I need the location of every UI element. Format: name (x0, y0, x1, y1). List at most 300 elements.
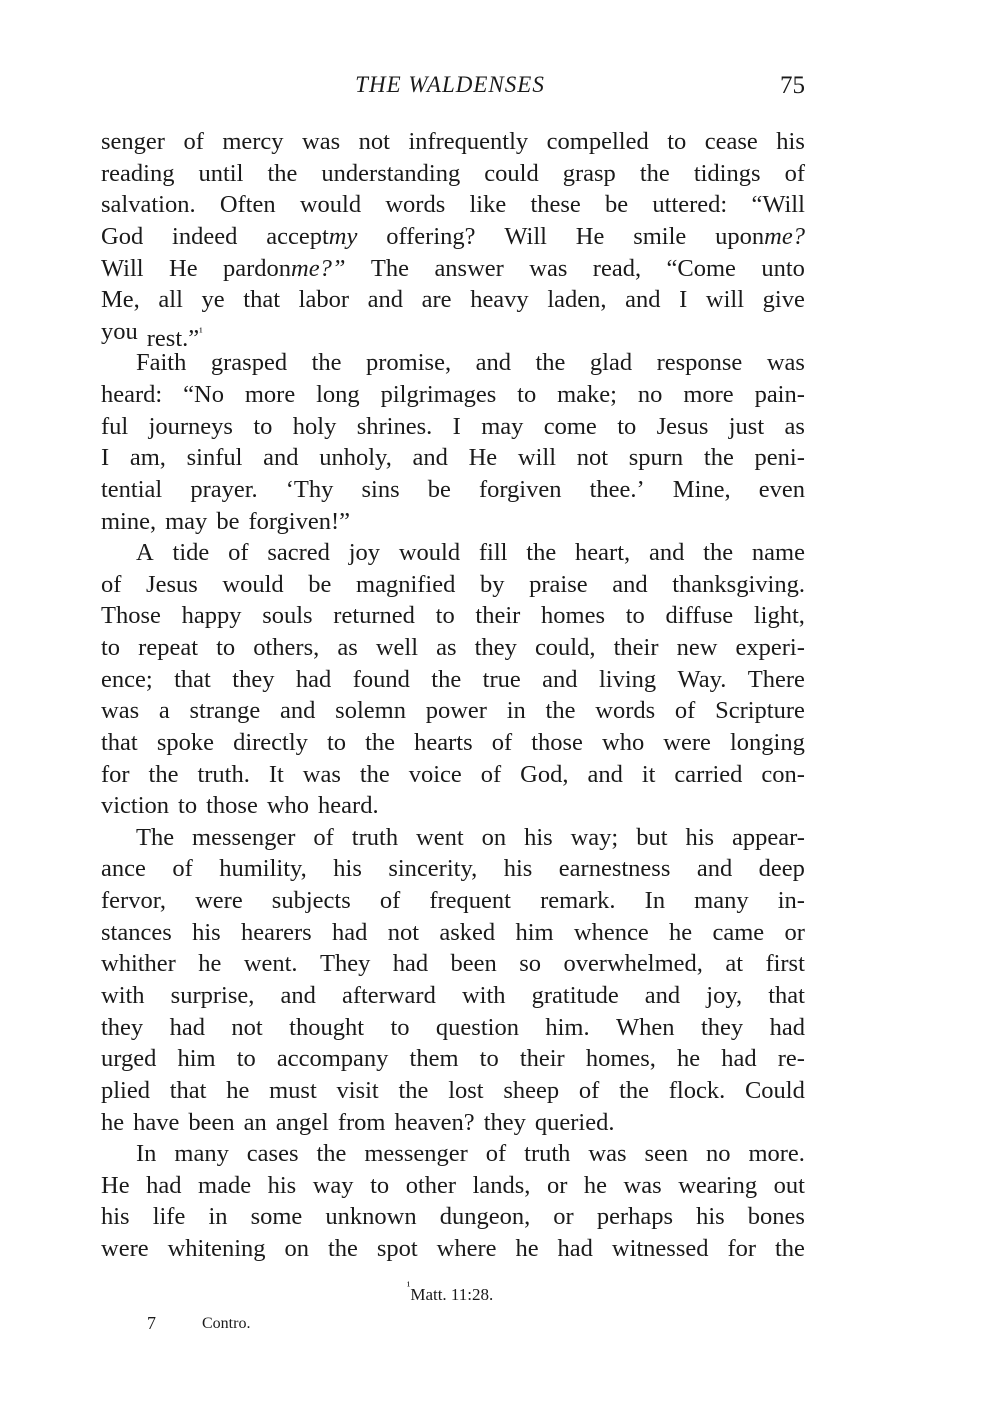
word: like (469, 191, 507, 219)
word: would (398, 539, 461, 567)
word: and (412, 444, 448, 472)
word: no (706, 1140, 731, 1168)
word: name (751, 539, 805, 567)
word: surprise, (170, 982, 255, 1009)
word: indeed (172, 222, 238, 250)
text-line (101, 665, 805, 695)
word: uponme? (715, 222, 805, 250)
word: God (101, 222, 144, 250)
word: the (526, 539, 557, 567)
word: When (616, 1013, 675, 1041)
word: fervor, (101, 887, 166, 915)
word: to (390, 1013, 410, 1041)
word: and (696, 855, 733, 883)
word: homes (541, 602, 606, 630)
word: and (612, 570, 648, 598)
word: him (177, 1045, 216, 1073)
word: will (705, 286, 745, 314)
text-line (101, 1076, 805, 1106)
word: of (379, 887, 401, 915)
word: they (483, 1108, 526, 1136)
word: may (481, 412, 524, 440)
word: earnestness (558, 855, 671, 883)
word: have (133, 1108, 180, 1136)
word: visit (336, 1076, 379, 1104)
word: they (101, 1013, 144, 1041)
text-line (101, 507, 805, 537)
word: not (387, 918, 420, 946)
text-line (101, 981, 805, 1011)
word: pardonme?” (223, 254, 346, 282)
word: Jesus (146, 570, 198, 598)
word: accompany (276, 1045, 389, 1073)
word: to (625, 602, 645, 630)
word: other (405, 1171, 457, 1199)
word: heart, (575, 539, 631, 567)
word: that (243, 286, 281, 314)
word: lands, (472, 1171, 531, 1199)
word: repeat (138, 634, 198, 662)
word: sacred (267, 539, 330, 567)
italic-word: my (328, 222, 358, 250)
word: on (284, 1235, 310, 1263)
word: re- (777, 1045, 805, 1073)
word: to (370, 1171, 390, 1199)
word: they (232, 665, 275, 693)
word: to (435, 602, 455, 630)
text-line (136, 823, 805, 853)
word: of (491, 728, 513, 756)
word: his (685, 823, 715, 851)
word: made (198, 1171, 252, 1199)
text-line (136, 538, 805, 568)
word: new (676, 634, 718, 662)
word: at (725, 950, 744, 978)
word: ance (101, 855, 146, 883)
word: diffuse (665, 602, 734, 630)
word: come (543, 412, 597, 440)
word: had (769, 1013, 805, 1041)
word: Scripture (715, 697, 805, 725)
word: the (774, 1235, 805, 1263)
word: deep (758, 855, 805, 883)
word: true (482, 665, 521, 693)
word: of (101, 570, 122, 598)
text-line (101, 918, 805, 948)
word: and (625, 286, 661, 314)
word: not (231, 1013, 263, 1041)
word: it (641, 760, 656, 788)
word: had (146, 1171, 182, 1199)
word: were (663, 728, 711, 756)
text-line (101, 159, 805, 189)
word: those (206, 792, 258, 820)
word: words (595, 697, 656, 725)
word: of (485, 1140, 507, 1168)
word: asked (439, 918, 496, 946)
word: remark. (540, 887, 616, 915)
word: be (427, 475, 451, 503)
word: and (648, 539, 685, 567)
word: joy, (706, 982, 743, 1009)
text-line (101, 475, 805, 505)
word: whence (573, 918, 649, 946)
word: more (244, 381, 296, 409)
text-line (101, 886, 805, 916)
word: There (747, 665, 805, 693)
word: the (365, 728, 396, 756)
word: many (174, 1140, 229, 1168)
word: spurn (628, 444, 684, 472)
word: answer (434, 254, 504, 282)
footnote-reference: ¹ (199, 324, 203, 339)
word: his (503, 855, 533, 883)
word: many (694, 887, 749, 915)
word: the (398, 1076, 429, 1104)
text-line (101, 1171, 805, 1201)
word: must (269, 1076, 317, 1104)
word: with (101, 982, 145, 1009)
word: in (506, 697, 526, 725)
word: Mine, (672, 475, 731, 503)
word: I (679, 286, 688, 314)
word: peni- (754, 444, 805, 472)
word: where (436, 1235, 497, 1263)
word: of (784, 159, 805, 187)
text-line (101, 1234, 805, 1264)
word: by (479, 570, 505, 598)
word: humility, (219, 855, 307, 883)
text-line (101, 412, 805, 442)
word: ‘Thy (285, 475, 334, 503)
word: not (576, 444, 609, 472)
word: experi- (735, 634, 805, 662)
word: of (172, 855, 193, 883)
word: light, (753, 602, 805, 630)
word: grasp (562, 159, 616, 187)
word: his (101, 1203, 130, 1231)
word: appear- (732, 823, 805, 851)
word: infrequently (408, 128, 529, 155)
word: living (598, 665, 657, 693)
signature-number: 7 (147, 1313, 156, 1333)
word: until (198, 159, 244, 187)
word: flock. (668, 1076, 726, 1104)
word: Often (219, 191, 276, 219)
word: magnified (356, 570, 456, 598)
word: way (312, 1171, 354, 1199)
text-line (101, 1202, 805, 1232)
word: forgiven (478, 475, 562, 503)
word: truth (524, 1140, 571, 1168)
word: he (515, 1235, 539, 1263)
word: and (587, 760, 623, 788)
word: to (326, 728, 347, 756)
word: urged (101, 1045, 157, 1073)
word: from (337, 1108, 386, 1136)
word: He (169, 254, 198, 282)
footnote-text: Matt. 11:28. (410, 1285, 494, 1304)
word: a (158, 697, 170, 725)
word: way; (570, 823, 619, 851)
word: no (637, 381, 663, 409)
text-line (101, 791, 805, 821)
word: for (101, 760, 130, 788)
word: grasped (210, 349, 288, 377)
word: tential (101, 475, 163, 503)
word: He (101, 1171, 130, 1199)
word: as (784, 412, 805, 440)
word: more. (748, 1140, 805, 1168)
word: understanding (321, 159, 461, 187)
word: they (474, 634, 517, 662)
word: directly (233, 728, 308, 756)
word: had (169, 1013, 205, 1041)
word: had (392, 950, 429, 978)
word: of (674, 697, 696, 725)
word: lost (448, 1076, 484, 1104)
word: him (515, 918, 554, 946)
word: words (385, 191, 446, 219)
word: pain- (754, 381, 805, 409)
word: his (267, 1171, 297, 1199)
word: to (667, 128, 687, 155)
word: of (578, 1076, 600, 1104)
word: him. (545, 1013, 590, 1041)
word: unknown (325, 1203, 417, 1231)
word: these (530, 191, 581, 219)
word: was (588, 1140, 627, 1168)
word: glad (589, 349, 633, 377)
word: had (557, 1235, 593, 1263)
word: those (531, 728, 583, 756)
word: strange (189, 697, 261, 725)
word: be (605, 191, 629, 219)
word: went. (243, 950, 298, 978)
word: of (480, 760, 502, 788)
word: uttered: (652, 191, 728, 219)
word: make; (557, 381, 617, 409)
word: thanksgiving. (672, 570, 805, 598)
text-line (101, 443, 805, 473)
word: rest.”$^{^1}$ (146, 324, 203, 352)
italic-word: me?” (291, 254, 346, 282)
word: the (535, 349, 566, 377)
word: plied (101, 1076, 150, 1104)
word: in (208, 1203, 228, 1231)
word: journeys (148, 412, 233, 440)
word: truth. (197, 760, 250, 788)
word: mercy (222, 128, 284, 155)
word: to (479, 1045, 499, 1073)
word: spoke (156, 728, 214, 756)
word: was (101, 697, 140, 725)
word: “No (183, 381, 224, 409)
word: of (228, 539, 249, 567)
word: laden, (547, 286, 607, 314)
running-header-title: THE WALDENSES (355, 72, 545, 97)
word: sins (361, 475, 400, 503)
word: sheep (503, 1076, 560, 1104)
word: life (152, 1203, 186, 1231)
word: and (280, 697, 316, 725)
word: the (639, 159, 670, 187)
word: be (216, 507, 240, 535)
word: the (327, 1235, 358, 1263)
word: promise, (366, 349, 452, 377)
word: long (316, 381, 360, 409)
word: went (416, 823, 464, 851)
word: he (101, 1108, 125, 1136)
word: and (475, 349, 511, 377)
word: Jesus (656, 412, 709, 440)
word: hearts (414, 728, 473, 756)
word: sinful (186, 444, 243, 472)
word: he (583, 1171, 608, 1199)
word: thee.’ (589, 475, 645, 503)
word: reading (101, 159, 175, 187)
word: had (295, 665, 332, 693)
word: been (188, 1108, 235, 1136)
word: spot (376, 1235, 418, 1263)
word: holy (292, 412, 337, 440)
text-line (136, 1139, 805, 1169)
word: or (784, 918, 805, 946)
word: just (728, 412, 765, 440)
word: whither (101, 950, 176, 978)
word: unto (761, 254, 805, 282)
word: overwhelmed, (563, 950, 703, 978)
word: perhaps (596, 1203, 674, 1231)
signature-text: Contro. (202, 1315, 251, 1332)
word: was (302, 128, 341, 155)
word: “Will (751, 191, 805, 219)
word: his (333, 855, 362, 883)
word: messenger (364, 1140, 468, 1168)
word: cease (704, 128, 758, 155)
word: ence; (101, 665, 153, 693)
word: or (546, 1171, 568, 1199)
word: that (101, 728, 138, 756)
word: gratitude (531, 982, 619, 1009)
word: whitening (167, 1235, 266, 1263)
word: Will (504, 222, 547, 250)
word: Could (744, 1076, 805, 1104)
word: praise (529, 570, 588, 598)
word: the (148, 760, 179, 788)
word: his (696, 1203, 725, 1231)
word: could (484, 159, 539, 187)
word: am, (129, 444, 166, 472)
word: their (519, 1045, 565, 1073)
word: so (519, 950, 542, 978)
word: wearing (678, 1171, 758, 1199)
word: you (101, 317, 138, 345)
word: was (529, 254, 568, 282)
word: homes, (585, 1045, 656, 1073)
word: joy (348, 539, 381, 567)
text-line (136, 348, 805, 378)
word: the (267, 159, 298, 187)
word: unholy, (319, 444, 392, 472)
word: heavy (470, 286, 529, 314)
word: queried. (534, 1108, 615, 1136)
word: messenger (192, 823, 296, 851)
word: solemn (335, 697, 406, 725)
word: to (617, 412, 637, 440)
word: compelled (546, 128, 649, 155)
text-line (101, 127, 805, 157)
word: returned (333, 602, 415, 630)
word: They (319, 950, 371, 978)
word: Those (101, 602, 161, 630)
word: found (352, 665, 410, 693)
word: pilgrimages (380, 381, 497, 409)
word: the (703, 539, 734, 567)
word: He (468, 444, 498, 472)
page-number: 75 (780, 72, 805, 99)
word: would (222, 570, 284, 598)
word: happy (181, 602, 242, 630)
word: In (644, 887, 666, 915)
word: well (375, 634, 419, 662)
footnote (0, 1279, 900, 1305)
word: to (236, 1045, 256, 1073)
word: out (773, 1171, 805, 1199)
word: mine, (101, 507, 157, 535)
word: as (436, 634, 457, 662)
word: would (299, 191, 362, 219)
word: will (517, 444, 557, 472)
word: had (332, 918, 368, 946)
word: in- (777, 887, 805, 915)
word: read, (592, 254, 642, 282)
word: for (727, 1235, 757, 1263)
word: The (136, 823, 175, 851)
word: that (174, 665, 211, 693)
word: of (183, 128, 204, 155)
word: to (253, 412, 273, 440)
word: others, (253, 634, 320, 662)
word: first (765, 950, 805, 978)
word: them (409, 1045, 459, 1073)
word: witnessed (611, 1235, 709, 1263)
text-line (101, 254, 805, 284)
text-line (101, 1013, 805, 1043)
word: ful (101, 412, 129, 440)
footnote-mark: ¹ (406, 1279, 411, 1293)
word: hearers (240, 918, 312, 946)
word: salvation. (101, 191, 196, 219)
word: he (226, 1076, 250, 1104)
word: frequent (429, 887, 511, 915)
word: and (367, 286, 404, 314)
word: offering? (386, 222, 476, 250)
word: Way. (677, 665, 727, 693)
word: carried (674, 760, 743, 788)
word: A (136, 539, 154, 567)
word: longing (729, 728, 805, 756)
word: heard. (318, 792, 379, 820)
word: and (644, 982, 681, 1009)
word: angel (275, 1108, 329, 1136)
word: “Come (666, 254, 736, 282)
text-line (101, 633, 805, 663)
word: he (669, 918, 693, 946)
word: senger (101, 128, 165, 155)
word: sincerity, (388, 855, 478, 883)
word: Faith (136, 349, 187, 377)
